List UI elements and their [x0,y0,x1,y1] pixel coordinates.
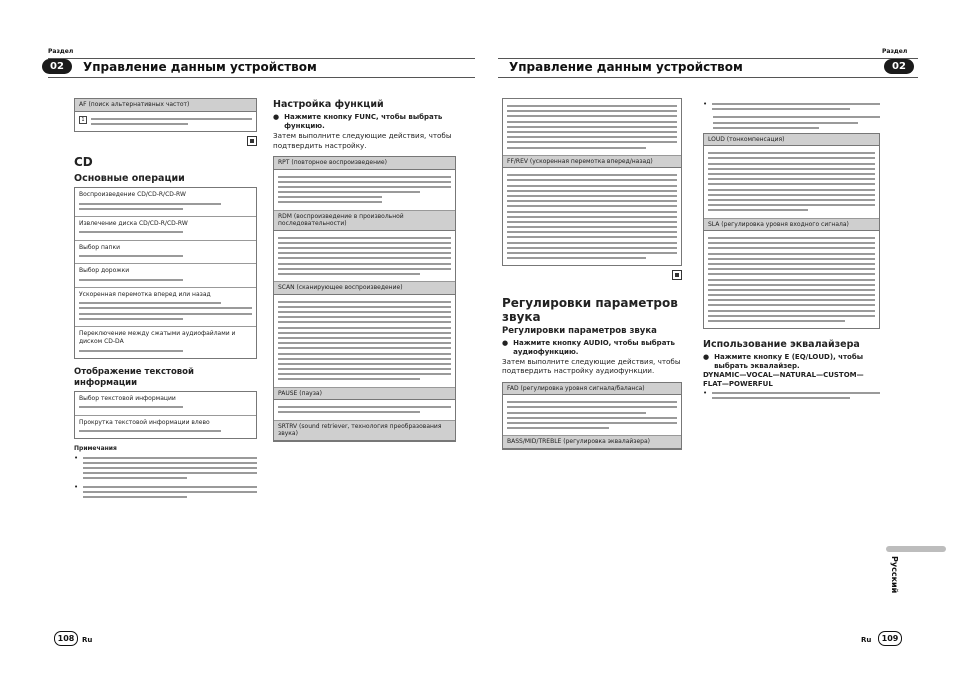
section-label-left: Раздел [48,48,74,55]
page-number-right: 109 [878,631,902,646]
column-3: FF/REV (ускоренная перемотка вперед/назад) Регулировки параметров звука Регулировки параметров звука ● Нажмите кнопку AUDIO, чтобы выбрать аудиофункцию. Затем выполните следующие действия, чтобы подтвердить настройку аудиофункции. FAD (регулировка уровня сигнала/баланса) BASS/MID/TREBLE (регулировка эквалайзера) [502,98,682,450]
table-row: Извлечение диска CD/CD-R/CD-RW [75,217,256,241]
fad-header: FAD (регулировка уровня сигнала/баланса) [503,383,681,396]
af-table [74,98,257,132]
text-display-table [74,391,257,439]
func-bullet: Нажмите кнопку FUNC, чтобы выбрать функцию. [284,113,443,130]
basic-ops-table [74,187,257,359]
chapter-number-right: 02 [884,59,914,74]
text-display-heading: Отображение текстовой информации [74,367,194,388]
notes-heading: Примечания [74,445,117,453]
column-2: Настройка функций ● Нажмите кнопку FUNC, чтобы выбрать функцию. Затем выполните следующие действия, чтобы подтвердить настройку. RPT (повторное воспроизведение) RDM (воспроизведение в произвольной последовательности) SCAN (сканирующее воспроизведение) PAUSE (пауза) SRTRV (sound retriever, технология преобразования звука) [273,95,456,442]
step-1-icon: 1 [79,116,87,124]
ffrev-header: FF/REV (ускоренная перемотка вперед/назад) [503,156,681,169]
chapter-title-right: Управление данным устройством [509,60,743,74]
chapter-number-left: 02 [42,59,72,74]
srtrv-header: SRTRV (sound retriever, технология преобразования звука) [274,421,455,441]
eq-presets: DYNAMIC—VOCAL—NATURAL—CUSTOM—FLAT—POWERFUL [703,371,864,389]
chapter-title-left: Управление данным устройством [83,60,317,74]
column-1: AF (поиск альтернативных частот) 1 CD Основные операции Воспроизведение CD/CD-R/CD-RW Извлечение диска CD/CD-R/CD-RW Выбор папки Выбор дорожки Ускоренная перемотка вперед или назад Переключение между сжатыми аудиофайлами и диском CD-DA Отображение текстовой информации Выбор текстовой информации Прокрутка текстовой информации влево Примечания • • [74,98,257,501]
continued-table [502,98,682,266]
table-row: Воспроизведение CD/CD-R/CD-RW [75,188,256,217]
eq-bullet: Нажмите кнопку E (EQ/LOUD), чтобы выбрать эквалайзер. [714,353,864,371]
page-number-left: 108 [54,631,78,646]
table-row: Переключение между сжатыми аудиофайлами и диском CD-DA [75,327,256,358]
func-heading: Настройка функций [273,99,384,110]
rpt-header: RPT (повторное воспроизведение) [274,157,455,170]
sound-table [502,382,682,450]
loud-header: LOUD (тонкомпенсация) [704,134,879,147]
af-row [75,112,256,131]
scan-header: SCAN (сканирующее воспроизведение) [274,282,455,295]
sound-subheading: Регулировки параметров звука [502,325,657,336]
sound-bullet: Нажмите кнопку AUDIO, чтобы выбрать аудиофункцию. [513,338,675,356]
sound-heading: Регулировки параметров звука [502,295,678,324]
bmt-header: BASS/MID/TREBLE (регулировка эквалайзера) [503,436,681,449]
function-table [273,156,456,442]
eq-heading: Использование эквалайзера [703,339,860,351]
audio-table [703,133,880,329]
table-row: Ускоренная перемотка вперед или назад [75,288,256,327]
basic-ops-heading: Основные операции [74,173,185,185]
table-row: Выбор текстовой информации [75,392,256,416]
rdm-header: RDM (воспроизведение в произвольной последовательности) [274,211,455,231]
language-side-tab [886,546,946,552]
cd-heading: CD [74,155,93,170]
end-mark-icon [672,270,682,280]
lang-code-right: Ru [861,636,872,644]
table-row: Выбор дорожки [75,264,256,288]
sla-header: SLA (регулировка уровня входного сигнала) [704,219,879,232]
lang-code-left: Ru [82,636,93,644]
af-table-header: AF (поиск альтернативных частот) [75,99,256,112]
column-4: • LOUD (тонкомпенсация) SLA (регулировка уровня входного сигнала) Использование эквалайзера ● Нажмите кнопку E (EQ/LOUD), чтобы выбрать эквалайзер. DYNAMIC—VOCAL—NATURAL—CUSTOM—FLAT—POWERFUL • [703,100,880,403]
func-body: Затем выполните следующие действия, чтобы подтвердить настройку. [273,131,452,150]
table-row: Выбор папки [75,241,256,265]
section-label-right: Раздел [882,48,908,55]
end-mark-icon [247,136,257,146]
table-row: Прокрутка текстовой информации влево [75,416,256,439]
pause-header: PAUSE (пауза) [274,388,455,401]
side-language-label: Русский [890,556,899,594]
sound-body: Затем выполните следующие действия, чтобы подтвердить настройку аудиофункции. [502,356,681,376]
